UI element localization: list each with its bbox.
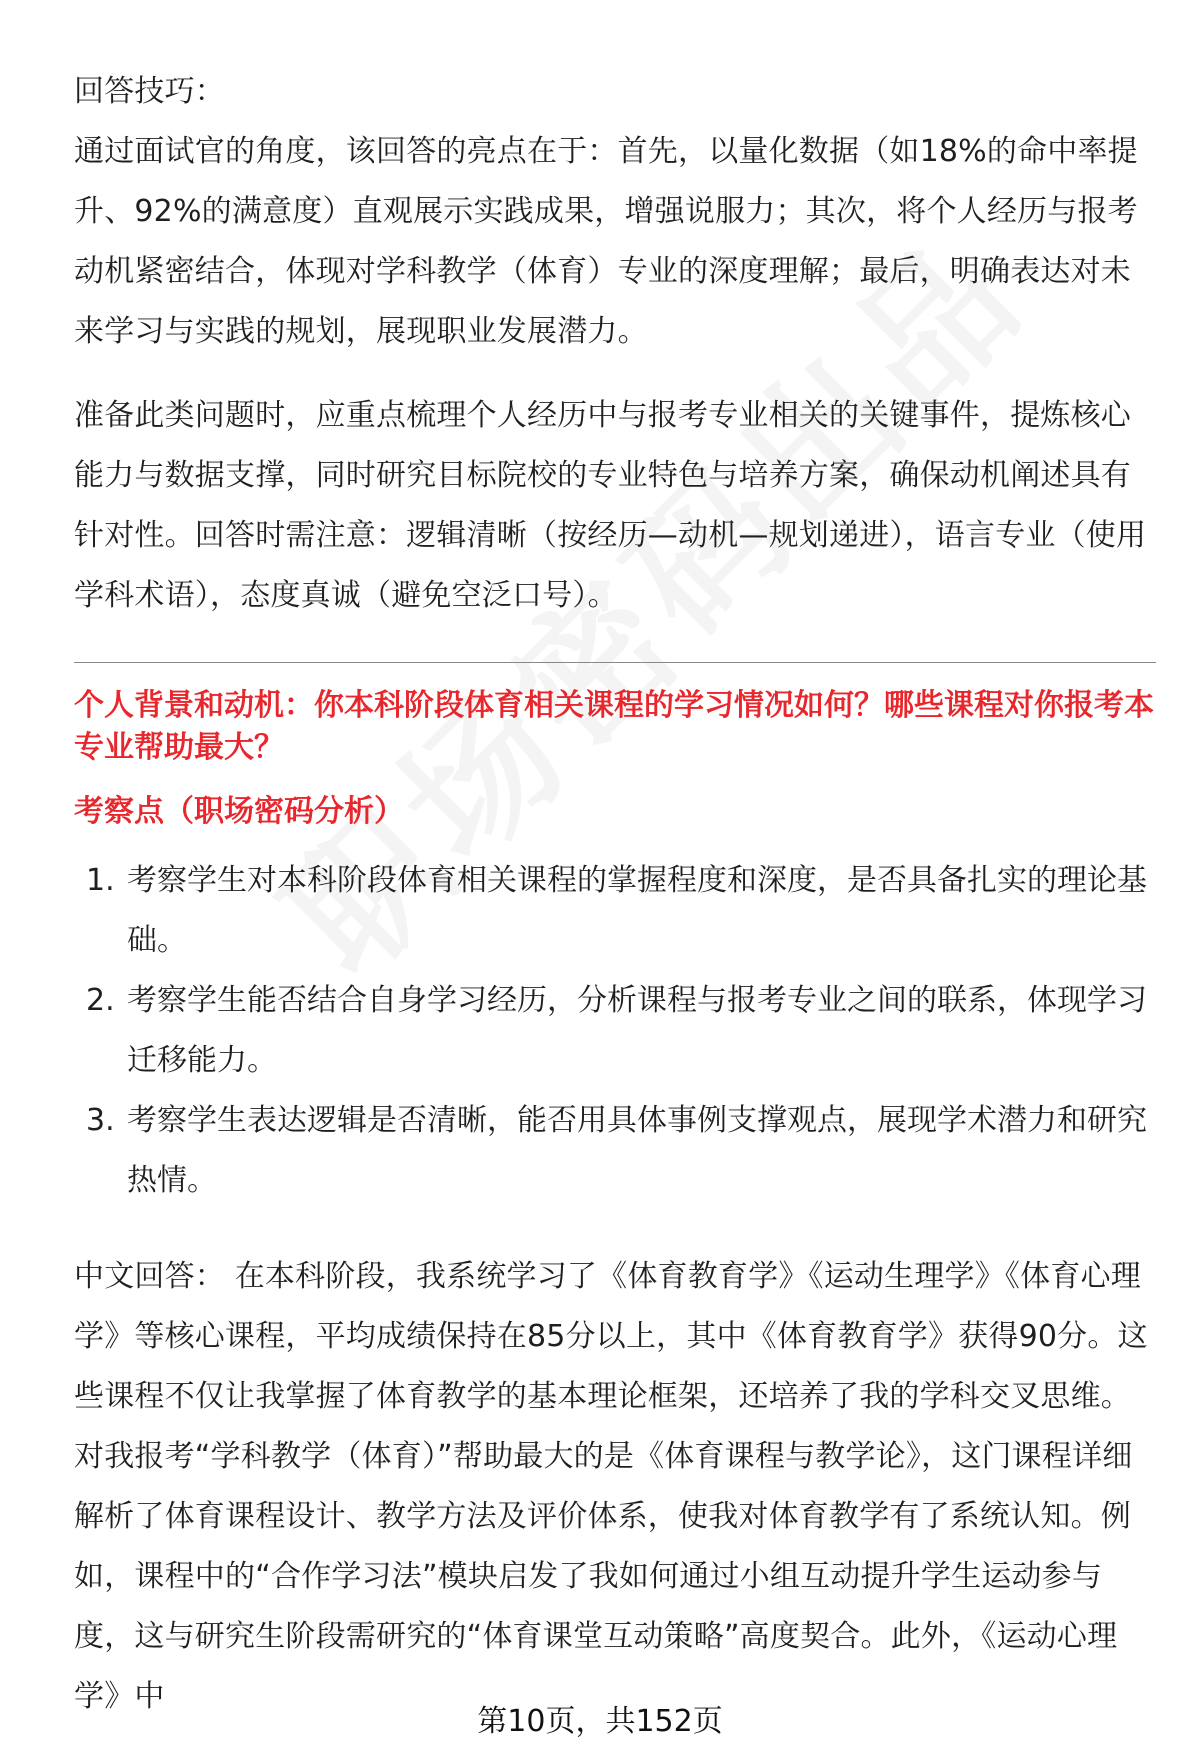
list-item-number: 3. [86, 1103, 115, 1138]
chinese-answer: 中文回答： 在本科阶段，我系统学习了《体育教育学》《运动生理学》《体育心理学》等核心课程，平均成绩保持在85分以上，其中《体育教育学》获得90分。这些课程不仅让我掌握了体育教学的基本理论框架，还培养了我的学科交叉思维。对我报考“学科教学（体育）”帮助最大的是《体育课程与教学论》，这门课程详细解析了体育课程设计、教学方法及评价体系，使我对体育教学有了系统认知。例如，课程中的“合作学习法”模块启发了我如何通过小组互动提升学生运动参与度，这与研究生阶段需研究的“体育课堂互动策略”高度契合。此外，《运动心理学》中 [74, 1259, 1148, 1714]
question-title: 个人背景和动机：你本科阶段体育相关课程的学习情况如何？哪些课程对你报考本专业帮助最大？ [74, 688, 1154, 765]
list-item-number: 1. [86, 863, 115, 898]
list-item-text: 考察学生表达逻辑是否清晰，能否用具体事例支撑观点，展现学术潜力和研究热情。 [127, 1103, 1147, 1198]
list-item-number: 2. [86, 983, 115, 1018]
list-item [74, 1091, 1156, 1211]
section-divider [74, 662, 1156, 663]
list-item [74, 971, 1156, 1091]
points-list [74, 851, 1156, 1211]
paragraph-gap [74, 362, 1156, 386]
list-item-text: 考察学生能否结合自身学习经历，分析课程与报考专业之间的联系，体现学习迁移能力。 [127, 983, 1147, 1078]
page-content [74, 62, 1156, 1727]
tips-paragraph-1: 通过面试官的角度，该回答的亮点在于：首先，以量化数据（如18%的命中率提升、92%的满意度）直观展示实践成果，增强说服力；其次，将个人经历与报考动机紧密结合，体现对学科教学（体育）专业的深度理解；最后，明确表达对未来学习与实践的规划，展现职业发展潜力。 [74, 134, 1138, 349]
tips-paragraph-2: 准备此类问题时，应重点梳理个人经历中与报考专业相关的关键事件，提炼核心能力与数据支撑，同时研究目标院校的专业特色与培养方案，确保动机阐述具有针对性。回答时需注意：逻辑清晰（按经历—动机—规划递进），语言专业（使用学科术语），态度真诚（避免空泛口号）。 [74, 398, 1147, 613]
list-item-text: 考察学生对本科阶段体育相关课程的掌握程度和深度，是否具备扎实的理论基础。 [127, 863, 1147, 958]
points-heading: 考察点（职场密码分析） [74, 794, 404, 829]
tips-label: 回答技巧： [74, 74, 225, 109]
list-item [74, 851, 1156, 971]
page-number: 第10页，共152页 [477, 1704, 723, 1739]
